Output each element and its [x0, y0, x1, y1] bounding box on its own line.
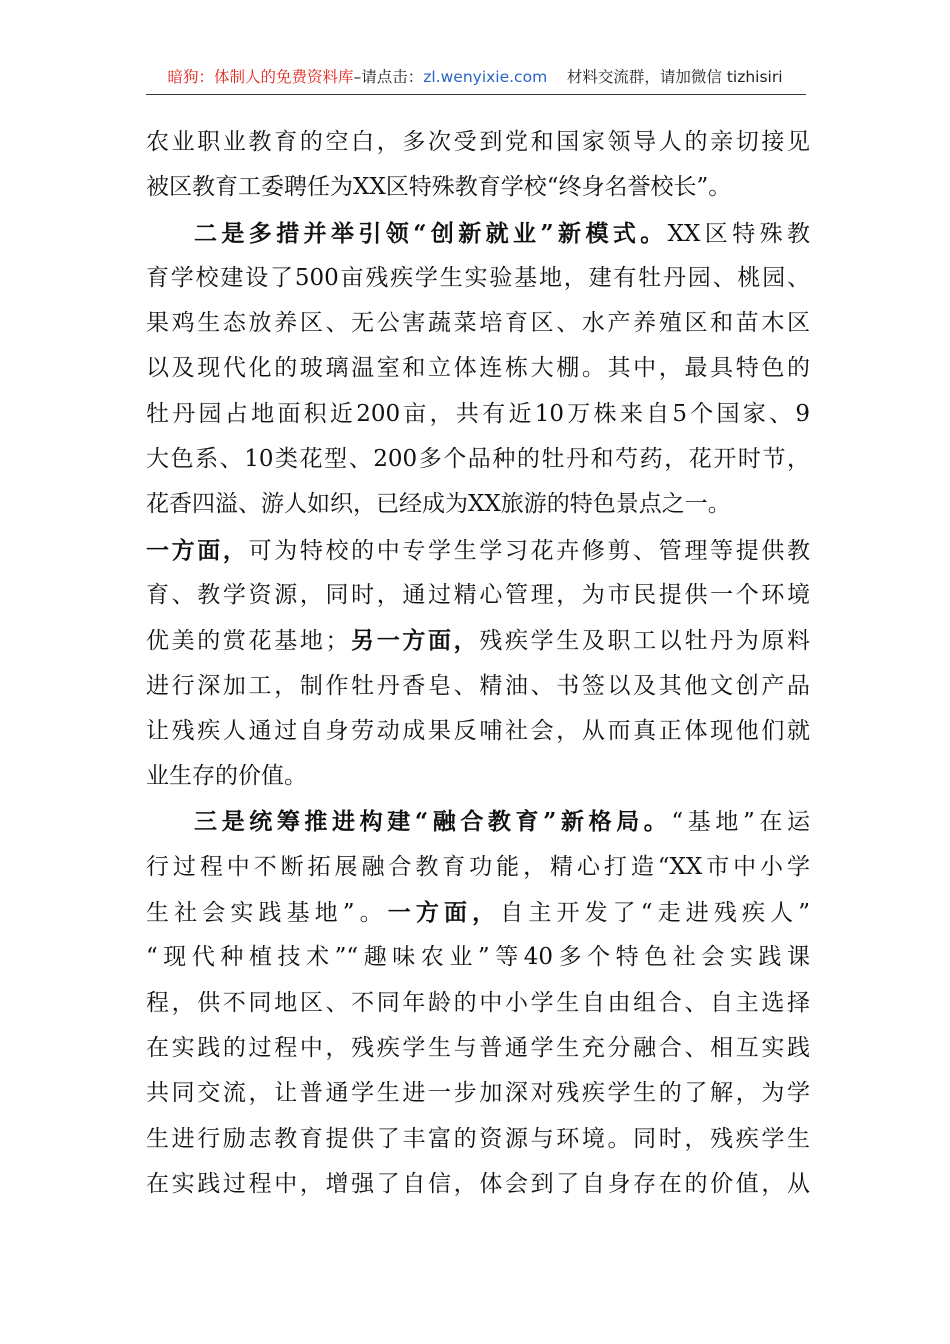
- text-segment: 育、教学资源，同时，通过精心管理，为市民提供一个环境: [146, 581, 810, 608]
- site-name: 暗狗：体制人的免费资料库: [167, 68, 354, 86]
- text-segment: 残疾学生及职工以牡丹为原料: [479, 628, 810, 655]
- text-line: [146, 165, 810, 210]
- contact-info: 材料交流群，请加微信 tizhisiri: [566, 68, 783, 86]
- text-segment: 牡丹园占地面积近200亩，共有近10万株来自5个国家、9: [146, 400, 810, 427]
- text-segment: 生进行励志教育提供了丰富的资源与环境。同时，残疾学生: [146, 1125, 810, 1152]
- text-line: [146, 845, 810, 890]
- bold-text: 一方面，: [146, 536, 249, 564]
- text-segment: 可为特校的中专学生学习花卉修剪、管理等提供教: [248, 537, 810, 564]
- bold-text: 一方面，: [387, 899, 501, 927]
- text-segment: “现代种植技术”“趣味农业”等40多个特色社会实践课: [146, 944, 810, 971]
- text-segment: 业生存的价值。: [146, 763, 307, 790]
- text-line: [146, 664, 810, 709]
- text-segment: 以及现代化的玻璃温室和立体连栋大棚。其中，最具特色的: [146, 355, 810, 382]
- click-prompt: –请点击：: [353, 68, 424, 86]
- document-body: [146, 120, 810, 1207]
- text-line: [146, 754, 810, 799]
- text-segment: 共同交流，让普通学生进一步加深对残疾学生的了解，为学: [146, 1080, 810, 1107]
- text-segment: 自主开发了“走进残疾人”: [500, 900, 810, 927]
- text-line: [146, 1162, 810, 1207]
- text-line: [146, 1026, 810, 1071]
- site-link[interactable]: zl.wenyixie.com: [423, 68, 548, 86]
- document-header: [0, 66, 950, 88]
- text-line: [146, 437, 810, 482]
- text-line: [146, 256, 810, 301]
- header-divider: [146, 94, 806, 95]
- text-segment: 大色系、10类花型、200多个品种的牡丹和芍药，花开时节，: [146, 446, 810, 473]
- text-segment: 果鸡生态放养区、无公害蔬菜培育区、水产养殖区和苗木区: [146, 310, 810, 337]
- text-segment: 程，供不同地区、不同年龄的中小学生自由组合、自主选择: [146, 989, 810, 1016]
- text-line: [146, 799, 810, 844]
- text-line: [146, 120, 810, 165]
- text-segment: XX区特殊教: [667, 220, 810, 247]
- text-line: [146, 890, 810, 935]
- text-segment: 优美的赏花基地；: [146, 628, 349, 655]
- text-line: [146, 618, 810, 663]
- text-segment: 农业职业教育的空白，多次受到党和国家领导人的亲切接见: [146, 129, 810, 155]
- text-line: [146, 346, 810, 391]
- text-line: [146, 1071, 810, 1116]
- text-segment: 在实践过程中，增强了自信，体会到了自身存在的价值，从: [146, 1170, 810, 1197]
- text-segment: 花香四溢、游人如织，已经成为XX旅游的特色景点之一。: [146, 491, 731, 518]
- bold-text: 三是统筹推进构建“融合教育”新格局。: [194, 808, 672, 836]
- text-segment: 育学校建设了500亩残疾学生实验基地，建有牡丹园、桃园、: [146, 264, 810, 291]
- text-line: [146, 981, 810, 1026]
- text-segment: “基地”在运: [671, 809, 810, 836]
- text-segment: 在实践的过程中，残疾学生与普通学生充分融合、相互实践: [146, 1034, 810, 1061]
- text-line: [146, 709, 810, 754]
- text-line: [146, 528, 810, 573]
- bold-text: 二是多措并举引领“创新就业”新模式。: [194, 219, 668, 247]
- text-segment: 让残疾人通过自身劳动成果反哺社会，从而真正体现他们就: [146, 717, 810, 744]
- text-segment: 行过程中不断拓展融合教育功能，精心打造“XX市中小学: [146, 853, 810, 880]
- text-segment: 生社会实践基地”。: [146, 900, 388, 927]
- text-line: [146, 573, 810, 618]
- bold-text: 另一方面，: [348, 627, 480, 655]
- text-segment: 进行深加工，制作牡丹香皂、精油、书签以及其他文创产品: [146, 672, 810, 699]
- text-line: [146, 482, 810, 527]
- text-line: [146, 392, 810, 437]
- text-line: [146, 211, 810, 256]
- text-line: [146, 301, 810, 346]
- text-segment: 被区教育工委聘任为XX区特殊教育学校“终身名誉校长”。: [146, 174, 732, 201]
- text-line: [146, 1117, 810, 1162]
- text-line: [146, 935, 810, 980]
